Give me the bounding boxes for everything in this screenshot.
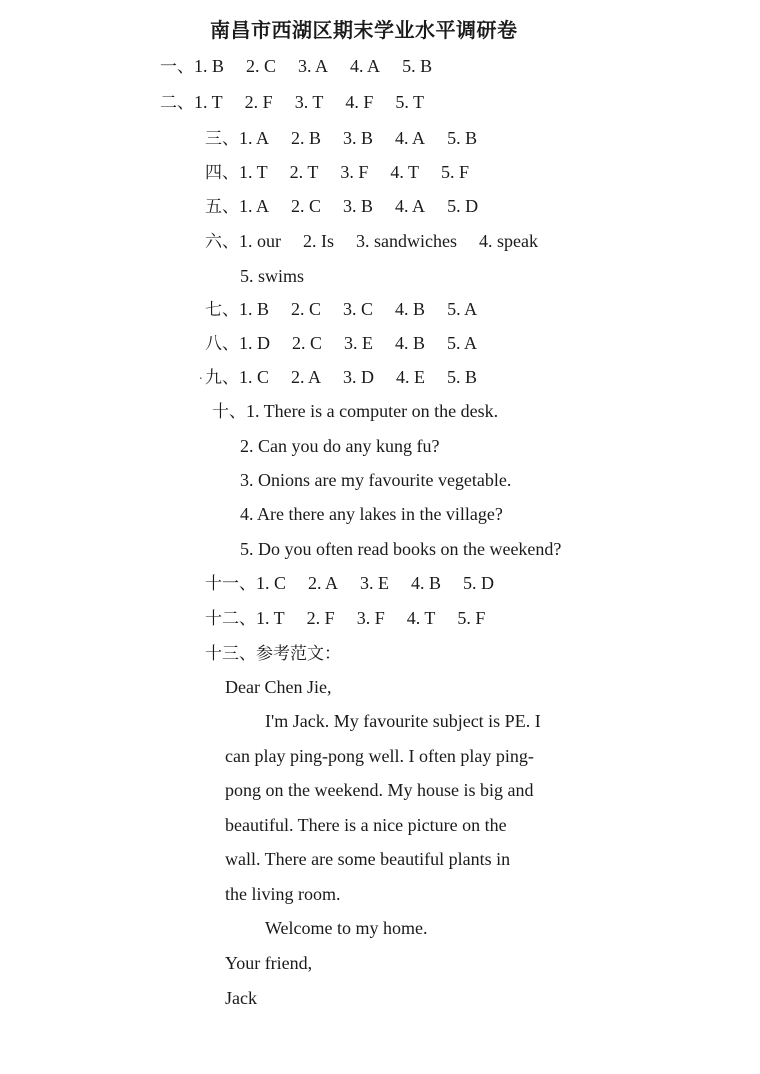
section-label: 参考范文： [256, 644, 341, 664]
answer: 5. D [463, 573, 495, 593]
answer: 5. A [447, 333, 478, 353]
answer: 5. B [402, 56, 433, 76]
answer: 5. D [447, 196, 479, 216]
section-6 [205, 229, 538, 254]
answer: 4. T [390, 162, 420, 182]
answer: 2. C [246, 56, 277, 76]
stray-dot: . [199, 368, 203, 383]
answer: 2. B [291, 128, 322, 148]
sentence: 2. Can you do any kung fu? [240, 436, 440, 456]
section-number: 六、 [205, 232, 239, 252]
answer: 1. C [239, 367, 270, 387]
section-number: 十二、 [205, 609, 256, 629]
section-6-continued [240, 264, 304, 288]
section-number: 十一、 [205, 574, 256, 594]
answer: 5. swims [240, 266, 305, 286]
answer: 1. B [194, 56, 225, 76]
section-12 [205, 606, 485, 631]
section-number: 五、 [205, 197, 239, 217]
answer: 3. F [356, 608, 385, 628]
answer: 4. B [395, 299, 426, 319]
sentence: 5. Do you often read books on the weekend? [240, 539, 562, 559]
answer: 2. T [289, 162, 319, 182]
answer: 5. F [457, 608, 486, 628]
answer: 2. C [291, 299, 322, 319]
sentence: 1. There is a computer on the desk. [246, 401, 499, 421]
section-number: 二、 [160, 93, 194, 113]
answer: 4. A [395, 128, 426, 148]
section-number: 一、 [160, 57, 194, 77]
answer: 3. E [360, 573, 390, 593]
answer: 2. A [308, 573, 339, 593]
answer: 3. C [343, 299, 374, 319]
answer: 3. F [340, 162, 369, 182]
section-13 [205, 641, 341, 666]
sentence-line [240, 537, 561, 561]
answer: 2. C [291, 196, 322, 216]
answer: 5. A [447, 299, 478, 319]
answer: 1. A [239, 196, 270, 216]
section-8 [205, 331, 477, 356]
section-2 [160, 90, 424, 115]
section-7 [205, 297, 477, 322]
answer: 2. Is [303, 231, 334, 251]
essay-greeting: Dear Chen Jie, [225, 677, 332, 697]
answer: 4. F [345, 92, 374, 112]
answer: 4. A [350, 56, 381, 76]
answer: 5. F [441, 162, 470, 182]
answer: 4. T [406, 608, 436, 628]
essay-line: beautiful. There is a nice picture on the [225, 815, 507, 835]
answer: 2. F [306, 608, 335, 628]
section-4 [205, 160, 469, 185]
section-1 [160, 54, 432, 79]
section-9 [205, 365, 477, 390]
answer: 3. D [343, 367, 375, 387]
answer: 3. B [343, 196, 374, 216]
answer: 3. sandwiches [356, 231, 457, 251]
answer: 5. B [447, 367, 478, 387]
essay-line: wall. There are some beautiful plants in [225, 849, 511, 869]
answer: 1. T [239, 162, 268, 182]
answer: 2. A [291, 367, 322, 387]
sentence-line [240, 434, 439, 458]
section-3 [205, 126, 477, 151]
answer: 1. T [256, 608, 285, 628]
sentence-line [240, 468, 511, 492]
answer: 3. E [344, 333, 374, 353]
essay-line: I'm Jack. My favourite subject is PE. I [265, 711, 541, 731]
essay-signature: Jack [225, 988, 257, 1008]
answer: 3. A [298, 56, 329, 76]
answer: 1. T [194, 92, 223, 112]
section-number: 八、 [205, 334, 239, 354]
answer: 4. B [411, 573, 442, 593]
essay-welcome: Welcome to my home. [265, 918, 428, 938]
sentence: 3. Onions are my favourite vegetable. [240, 470, 512, 490]
essay-line: can play ping-pong well. I often play ping- [225, 746, 534, 766]
section-number: 七、 [205, 300, 239, 320]
answer: 2. C [292, 333, 323, 353]
section-10 [212, 399, 498, 424]
answer: 4. A [395, 196, 426, 216]
answer: 5. B [447, 128, 478, 148]
section-number: 十三、 [205, 644, 256, 664]
answer: 1. A [239, 128, 270, 148]
answer: 4. speak [478, 231, 538, 251]
essay-line: pong on the weekend. My house is big and [225, 780, 534, 800]
answer: 4. E [396, 367, 426, 387]
answer: 5. T [395, 92, 425, 112]
section-5 [205, 194, 478, 219]
section-11 [205, 571, 494, 596]
answer: 3. T [294, 92, 324, 112]
answer: 1. our [239, 231, 281, 251]
answer: 4. B [395, 333, 426, 353]
answer: 1. C [256, 573, 287, 593]
answer: 1. B [239, 299, 270, 319]
answer: 2. F [244, 92, 273, 112]
essay-line: the living room. [225, 884, 341, 904]
page-title: 南昌市西湖区期末学业水平调研卷 [210, 18, 518, 42]
answer: 3. B [343, 128, 374, 148]
section-number: 三、 [205, 129, 239, 149]
sentence: 4. Are there any lakes in the village? [240, 504, 503, 524]
section-number: 九、 [205, 368, 239, 388]
essay-closing: Your friend, [225, 953, 313, 973]
section-number: 四、 [205, 163, 239, 183]
answer: 1. D [239, 333, 270, 353]
section-number: 十、 [212, 402, 246, 422]
sentence-line [240, 502, 503, 526]
